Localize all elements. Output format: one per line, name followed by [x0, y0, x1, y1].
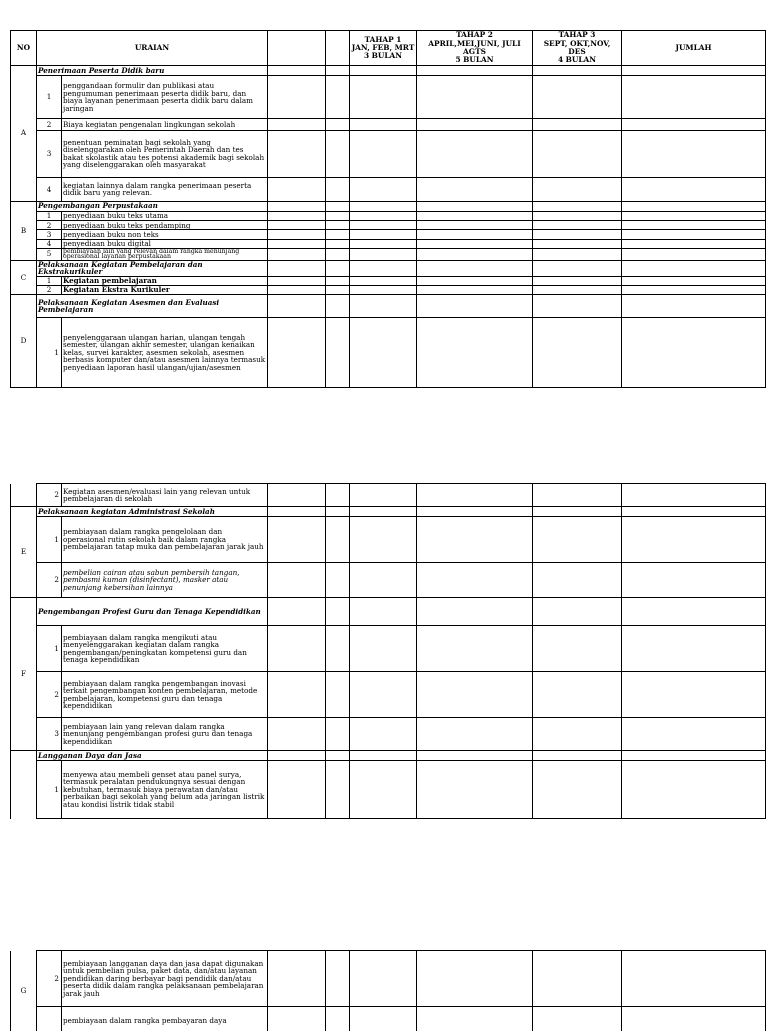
table-cell: pembiayaan lain yang relevan dalam rangka menunjang pengembangan profesi guru dan tenaga kependidikan: [62, 718, 268, 751]
empty-cell: [417, 507, 533, 517]
empty-cell: [268, 484, 326, 507]
empty-cell: [417, 751, 533, 761]
empty-cell: [268, 248, 326, 260]
empty-cell: [268, 761, 326, 819]
empty-cell: [268, 76, 326, 119]
table-cell: F: [11, 598, 37, 751]
empty-cell: [533, 672, 622, 718]
table-cell: Kegiatan Ekstra Kurikuler: [62, 286, 268, 295]
empty-cell: [350, 221, 417, 230]
table-cell: penyediaan buku non teks: [62, 230, 268, 239]
empty-cell: [622, 295, 766, 318]
empty-cell: [417, 65, 533, 75]
table-row: [11, 484, 766, 507]
empty-cell: [11, 751, 37, 819]
empty-cell: [622, 177, 766, 201]
section-title: Penerimaan Peserta Didik baru: [37, 65, 268, 75]
empty-cell: [417, 626, 533, 672]
empty-cell: [268, 221, 326, 230]
item-text: Biaya kegiatan pengenalan lingkungan sekolah: [62, 119, 268, 130]
empty-cell: [326, 517, 350, 563]
empty-cell: [350, 563, 417, 598]
empty-cell: [533, 295, 622, 318]
empty-cell: [326, 177, 350, 201]
empty-cell: [417, 211, 533, 220]
empty-cell: [326, 484, 350, 507]
empty-cell: [622, 230, 766, 239]
table-block-3: [10, 950, 766, 1031]
empty-cell: [533, 65, 622, 75]
empty-cell: [533, 260, 622, 276]
table-cell: E: [11, 507, 37, 598]
empty-cell: [268, 239, 326, 248]
empty-cell: [533, 130, 622, 177]
section-row: [11, 598, 766, 626]
empty-cell: [326, 65, 350, 75]
empty-cell: [350, 211, 417, 220]
empty-cell: [326, 598, 350, 626]
table-row: [11, 626, 766, 672]
empty-cell: [417, 276, 533, 285]
empty-cell: [533, 177, 622, 201]
empty-cell: [622, 119, 766, 130]
table-cell: 1: [37, 76, 62, 119]
table-cell: B: [11, 201, 37, 260]
empty-cell: [622, 211, 766, 220]
table-cell: 2: [37, 286, 62, 295]
empty-cell: [268, 317, 326, 387]
empty-cell: [533, 221, 622, 230]
table-cell: 5: [37, 248, 62, 260]
empty-cell: [622, 276, 766, 285]
empty-cell: [533, 76, 622, 119]
empty-cell: [417, 1007, 533, 1031]
table-cell: G: [11, 951, 37, 1031]
empty-cell: [326, 507, 350, 517]
empty-cell: [622, 130, 766, 177]
empty-cell: [417, 230, 533, 239]
table-block-1: [10, 30, 766, 388]
section-row: [11, 260, 766, 276]
empty-cell: [417, 201, 533, 211]
empty-cell: [326, 248, 350, 260]
empty-cell: [37, 1007, 62, 1031]
empty-cell: [268, 230, 326, 239]
empty-cell: [417, 317, 533, 387]
col-no: NO: [11, 31, 37, 66]
empty-cell: [533, 248, 622, 260]
table-cell: Langganan Daya dan Jasa: [37, 751, 268, 761]
col-tahap3: TAHAP 3 SEPT, OKT,NOV, DES 4 BULAN: [533, 31, 622, 66]
col-tahap1: TAHAP 1 JAN, FEB, MRT 3 BULAN: [350, 31, 417, 66]
col-tahap2: TAHAP 2 APRIL,MEI,JUNI, JULI AGTS 5 BULAN: [417, 31, 533, 66]
table-cell: 2: [37, 221, 62, 230]
table-row: [11, 119, 766, 130]
empty-cell: [350, 248, 417, 260]
empty-cell: [622, 260, 766, 276]
section-row: [11, 751, 766, 761]
empty-cell: [350, 672, 417, 718]
empty-cell: [417, 76, 533, 119]
empty-cell: [326, 276, 350, 285]
empty-cell: [326, 672, 350, 718]
empty-cell: [350, 295, 417, 318]
table-cell: 1: [37, 276, 62, 285]
table-cell: 1: [37, 517, 62, 563]
table-cell: 2: [37, 563, 62, 598]
table-row: [11, 76, 766, 119]
table-cell: penyelenggaraan ulangan harian, ulangan tengah semester, ulangan akhir semester, ulangan kenaikan kelas, survei karakter, asesmen sekolah, asesmen berbasis komputer dan/atau asesmen lainnya termasuk penyediaan laporan hasil ulangan/ujian/asesmen: [62, 317, 268, 387]
table-cell: pembelian cairan atau sabun pembersih tangan, pembasmi kuman (disinfectant), masker atau penunjang kebersihan lainnya: [62, 563, 268, 598]
empty-cell: [268, 563, 326, 598]
empty-cell: [417, 260, 533, 276]
empty-cell: [533, 239, 622, 248]
empty-cell: [417, 517, 533, 563]
empty-cell: [417, 177, 533, 201]
empty-cell: [417, 951, 533, 1007]
table-row: [11, 276, 766, 285]
empty-cell: [11, 484, 37, 507]
table-row: [11, 951, 766, 1007]
table-row: [11, 563, 766, 598]
table-cell: 4: [37, 239, 62, 248]
empty-cell: [533, 563, 622, 598]
col-jumlah: JUMLAH: [622, 31, 766, 66]
empty-cell: [622, 239, 766, 248]
empty-cell: [533, 1007, 622, 1031]
empty-cell: [350, 65, 417, 75]
item-text: penggandaan formulir dan publikasi atau pengumuman penerimaan peserta didik baru, dan biaya layanan penerimaan peserta didik baru dalam jaringan: [62, 76, 268, 119]
empty-cell: [417, 119, 533, 130]
empty-cell: [533, 718, 622, 751]
table-cell: penyediaan buku teks pendamping: [62, 221, 268, 230]
empty-cell: [268, 951, 326, 1007]
table-cell: Pelaksanaan kegiatan Administrasi Sekolah: [37, 507, 268, 517]
table-cell: 3: [37, 230, 62, 239]
table-cell: C: [11, 260, 37, 295]
table-cell: D: [11, 295, 37, 388]
empty-cell: [350, 76, 417, 119]
empty-cell: [622, 951, 766, 1007]
empty-cell: [350, 201, 417, 211]
table-row: [11, 517, 766, 563]
table-cell: 1: [37, 211, 62, 220]
empty-cell: [622, 672, 766, 718]
table-cell: Kegiatan pembelajaran: [62, 276, 268, 285]
empty-cell: [350, 286, 417, 295]
empty-cell: [268, 626, 326, 672]
table-row: [11, 1007, 766, 1031]
empty-cell: [326, 317, 350, 387]
empty-cell: [326, 201, 350, 211]
empty-cell: [350, 626, 417, 672]
empty-cell: [326, 239, 350, 248]
empty-cell: [268, 260, 326, 276]
empty-cell: [533, 598, 622, 626]
section-row: [11, 201, 766, 211]
empty-cell: [417, 295, 533, 318]
item-text: penentuan peminatan bagi sekolah yang diselenggarakan oleh Pemerintah Daerah dan tes bakat skolastik atau tes potensi akademik bagi sekolah yang diselenggarakan oleh masyarakat: [62, 130, 268, 177]
empty-cell: [350, 484, 417, 507]
empty-cell: [622, 626, 766, 672]
empty-cell: [268, 276, 326, 285]
empty-cell: [326, 260, 350, 276]
empty-cell: [268, 201, 326, 211]
table-row: [11, 248, 766, 260]
empty-cell: [268, 177, 326, 201]
table-cell: 1: [37, 626, 62, 672]
empty-cell: [350, 951, 417, 1007]
empty-cell: [268, 286, 326, 295]
empty-cell: [622, 65, 766, 75]
empty-cell: [350, 517, 417, 563]
empty-cell: [326, 211, 350, 220]
table-cell: 2: [37, 672, 62, 718]
section-row: [11, 507, 766, 517]
empty-cell: [350, 119, 417, 130]
table-row: [11, 317, 766, 387]
empty-cell: [326, 951, 350, 1007]
empty-cell: [326, 718, 350, 751]
item-text: kegiatan lainnya dalam rangka penerimaan peserta didik baru yang relevan.: [62, 177, 268, 201]
table-cell: Pengembangan Profesi Guru dan Tenaga Kependidikan: [37, 598, 268, 626]
empty-cell: [417, 761, 533, 819]
table-cell: 2: [37, 951, 62, 1007]
empty-cell: [533, 286, 622, 295]
table-row: [11, 672, 766, 718]
col-uraian: URAIAN: [37, 31, 268, 66]
table-cell: pembiayaan dalam rangka mengikuti atau menyelenggarakan kegiatan dalam rangka pengembangan/peningkatan kompetensi guru dan tenaga kependidikan: [62, 626, 268, 672]
table-cell: 4: [37, 177, 62, 201]
table-row: [11, 130, 766, 177]
table-row: [11, 230, 766, 239]
empty-cell: [326, 230, 350, 239]
empty-cell: [622, 221, 766, 230]
empty-cell: [268, 130, 326, 177]
empty-cell: [622, 1007, 766, 1031]
table-row: [11, 286, 766, 295]
empty-cell: [326, 221, 350, 230]
empty-cell: [417, 221, 533, 230]
empty-cell: [268, 598, 326, 626]
empty-cell: [326, 130, 350, 177]
empty-cell: [350, 598, 417, 626]
table-cell: pembiayaan dalam rangka pembayaran daya: [62, 1007, 268, 1031]
empty-cell: [268, 751, 326, 761]
empty-cell: [326, 76, 350, 119]
table-row: [11, 718, 766, 751]
empty-cell: [268, 295, 326, 318]
empty-cell: [533, 211, 622, 220]
empty-cell: [268, 119, 326, 130]
empty-cell: [417, 248, 533, 260]
empty-cell: [622, 718, 766, 751]
empty-cell: [350, 177, 417, 201]
table-row: [11, 239, 766, 248]
empty-cell: [417, 286, 533, 295]
empty-cell: [533, 484, 622, 507]
empty-cell: [326, 563, 350, 598]
empty-cell: [268, 211, 326, 220]
empty-cell: [350, 718, 417, 751]
section-letter: A: [11, 65, 37, 201]
empty-cell: [326, 751, 350, 761]
table-cell: 2: [37, 484, 62, 507]
table-cell: penyediaan buku digital: [62, 239, 268, 248]
empty-cell: [533, 751, 622, 761]
empty-cell: [350, 1007, 417, 1031]
empty-cell: [622, 317, 766, 387]
empty-cell: [533, 507, 622, 517]
empty-cell: [533, 951, 622, 1007]
empty-cell: [533, 276, 622, 285]
empty-cell: [533, 201, 622, 211]
empty-cell: [268, 507, 326, 517]
table-block-2: [10, 483, 766, 819]
table-cell: 2: [37, 119, 62, 130]
table-cell: pembiayaan dalam rangka pengembangan inovasi terkait pengembangan konten pembelajaran, metode pembelajaran, kompetensi guru dan tenaga kependidikan: [62, 672, 268, 718]
empty-cell: [622, 248, 766, 260]
empty-cell: [622, 201, 766, 211]
empty-cell: [622, 563, 766, 598]
empty-cell: [417, 718, 533, 751]
empty-cell: [622, 507, 766, 517]
empty-cell: [417, 672, 533, 718]
empty-cell: [350, 507, 417, 517]
empty-cell: [326, 286, 350, 295]
empty-cell: [417, 484, 533, 507]
table-cell: 3: [37, 718, 62, 751]
table-row: [11, 761, 766, 819]
empty-cell: [350, 230, 417, 239]
table-cell: Pengembangan Perpustakaan: [37, 201, 268, 211]
empty-cell: [350, 239, 417, 248]
empty-cell: [533, 119, 622, 130]
table-cell: 1: [37, 761, 62, 819]
empty-cell: [350, 751, 417, 761]
empty-cell: [417, 598, 533, 626]
empty-cell: [417, 563, 533, 598]
table-cell: penyediaan buku teks utama: [62, 211, 268, 220]
empty-cell: [417, 239, 533, 248]
table-cell: menyewa atau membeli genset atau panel surya, termasuk peralatan pendukungnya sesuai dengan kebutuhan, termasuk biaya perawatan dan/atau perbaikan bagi sekolah yang belum ada jaringan listrik atau kondisi listrik tidak stabil: [62, 761, 268, 819]
table-row: [11, 221, 766, 230]
empty-cell: [326, 119, 350, 130]
empty-cell: [417, 130, 533, 177]
empty-cell: [622, 761, 766, 819]
empty-cell: [533, 517, 622, 563]
empty-cell: [533, 230, 622, 239]
table-row: [11, 211, 766, 220]
empty-cell: [326, 295, 350, 318]
empty-cell: [622, 286, 766, 295]
empty-cell: [622, 517, 766, 563]
empty-cell: [533, 761, 622, 819]
table-cell: Pelaksanaan Kegiatan Asesmen dan Evaluasi Pembelajaran: [37, 295, 268, 318]
header-row: [11, 31, 766, 66]
empty-cell: [622, 751, 766, 761]
empty-cell: [622, 484, 766, 507]
table-cell: pembiayaan dalam rangka pengelolaan dan operasional rutin sekolah baik dalam rangka pembelajaran tatap muka dan pembelajaran jarak jauh: [62, 517, 268, 563]
empty-cell: [533, 626, 622, 672]
empty-cell: [268, 718, 326, 751]
empty-cell: [268, 65, 326, 75]
empty-cell: [326, 1007, 350, 1031]
empty-cell: [350, 317, 417, 387]
section-row: [11, 295, 766, 318]
table-cell: pembiayaan langganan daya dan jasa dapat digunakan untuk pembelian pulsa, paket data, dan/atau layanan pendidikan daring berbayar bagi pendidik dan/atau peserta didik dalam rangka pelaksanaan pembelajaran jarak jauh: [62, 951, 268, 1007]
table-row: [11, 177, 766, 201]
empty-cell: [622, 598, 766, 626]
empty-cell: [268, 1007, 326, 1031]
empty-cell: [533, 317, 622, 387]
table-cell: pembiayaan lain yang relevan dalam rangka menunjang operasional layanan perpustakaan: [62, 248, 268, 260]
empty-cell: [350, 276, 417, 285]
empty-cell: [268, 517, 326, 563]
table-cell: Pelaksanaan Kegiatan Pembelajaran dan Ekstrakurikuler: [37, 260, 268, 276]
empty-cell: [326, 761, 350, 819]
table-cell: 3: [37, 130, 62, 177]
empty-cell: [622, 76, 766, 119]
empty-cell: [326, 626, 350, 672]
empty-cell: [350, 761, 417, 819]
table-cell: 1: [37, 317, 62, 387]
empty-cell: [350, 130, 417, 177]
table-cell: Kegiatan asesmen/evaluasi lain yang relevan untuk pembelajaran di sekolah: [62, 484, 268, 507]
empty-cell: [268, 672, 326, 718]
section-row: [11, 65, 766, 75]
empty-cell: [350, 260, 417, 276]
